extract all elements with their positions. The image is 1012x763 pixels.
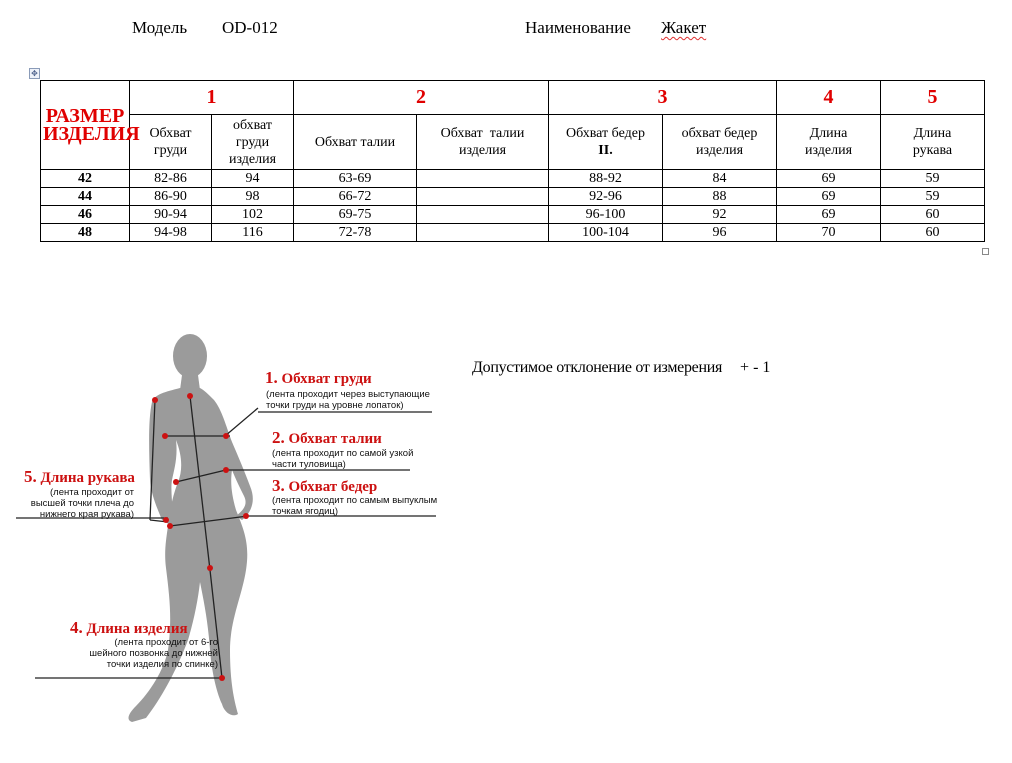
callout-title-text: Обхват талии	[288, 431, 382, 447]
col-chest	[130, 115, 212, 170]
table-cell: 92-96	[549, 188, 663, 206]
size-header-cell	[41, 81, 140, 170]
table-cell	[417, 188, 549, 206]
table-cell: 82-86	[130, 170, 212, 188]
table-cell: 92	[663, 206, 777, 224]
table-cell: 59	[881, 188, 985, 206]
tolerance-label: Допустимое отклонение от измерения	[472, 359, 723, 376]
desc-line: (лента проходит через выступающие	[266, 389, 430, 400]
table-cell: 60	[881, 206, 985, 224]
desc-line: (лента проходит от	[50, 487, 134, 498]
table-cell: 86-90	[130, 188, 212, 206]
callout-title-text: Обхват бедер	[288, 479, 378, 495]
table-cell: 70	[777, 224, 881, 242]
group-4: 4	[777, 81, 881, 115]
col-waist-garment	[417, 115, 549, 170]
col-hips	[549, 115, 663, 170]
col-text: изделия	[228, 151, 277, 167]
col-waist	[294, 115, 417, 170]
callout-num: 4.	[70, 618, 83, 637]
measurement-figure	[0, 320, 470, 730]
col-text: обхват бедер	[681, 126, 758, 141]
desc-line: (лента проходит по самой узкой	[272, 448, 414, 459]
col-hips-garment	[663, 115, 777, 170]
table-cell: 84	[663, 170, 777, 188]
table-move-handle-icon[interactable]: ✥	[29, 68, 40, 79]
callout-title-text: Длина изделия	[86, 621, 188, 637]
callout-length-desc	[40, 637, 218, 670]
table-row	[41, 206, 985, 224]
table-cell: 96	[663, 224, 777, 242]
size-cell: 42	[41, 170, 130, 188]
callout-title-text: Длина рукава	[40, 470, 135, 486]
callout-sleeve-title	[24, 467, 135, 487]
tolerance-value: + - 1	[740, 359, 771, 376]
table-cell: 69	[777, 188, 881, 206]
size-cell: 44	[41, 188, 130, 206]
table-row	[41, 224, 985, 242]
table-cell: 100-104	[549, 224, 663, 242]
callout-num: 1.	[265, 368, 278, 387]
col-text: II.	[598, 143, 613, 158]
tolerance-note	[472, 359, 770, 377]
table-cell: 94	[212, 170, 294, 188]
col-text: Длина	[809, 126, 848, 141]
desc-line: (лента проходит от 6-го	[114, 637, 218, 648]
size-cell: 46	[41, 206, 130, 224]
group-2: 2	[294, 81, 549, 115]
col-text: изделия	[458, 143, 507, 158]
desc-line: точки груди на уровне лопаток)	[266, 400, 404, 411]
size-header-line2: ИЗДЕЛИЯ	[43, 123, 140, 145]
callout-waist-desc	[272, 448, 413, 470]
col-text: Длина	[913, 126, 952, 141]
size-cell: 48	[41, 224, 130, 242]
table-cell: 63-69	[294, 170, 417, 188]
desc-line: части туловища)	[272, 459, 346, 470]
col-text: груди	[235, 134, 270, 150]
col-text: Обхват бедер	[566, 126, 645, 141]
table-resize-handle[interactable]	[982, 248, 989, 255]
group-header-row	[41, 81, 985, 115]
name-label: Наименование	[525, 18, 631, 37]
table-cell: 88-92	[549, 170, 663, 188]
table-cell: 116	[212, 224, 294, 242]
col-text: Обхват талии	[314, 134, 396, 150]
col-text: Обхват талии	[440, 126, 525, 141]
col-text: груди	[153, 143, 188, 158]
callout-num: 5.	[24, 467, 37, 486]
col-text: Обхват	[149, 126, 192, 141]
table-cell: 69	[777, 170, 881, 188]
col-text: изделия	[695, 143, 744, 158]
model-value: OD-012	[222, 18, 278, 37]
group-1: 1	[130, 81, 294, 115]
callout-chest-desc	[266, 389, 430, 411]
col-chest-garment	[212, 115, 294, 170]
table-row	[41, 170, 985, 188]
callout-title-text: Обхват груди	[281, 371, 372, 387]
col-text: рукава	[912, 143, 953, 158]
desc-line: высшей точки плеча до	[30, 498, 134, 509]
table-cell: 94-98	[130, 224, 212, 242]
desc-line: (лента проходит по самым выпуклым	[272, 495, 438, 506]
callout-num: 2.	[272, 428, 285, 447]
table-cell	[417, 170, 549, 188]
table-cell	[417, 206, 549, 224]
size-table	[40, 80, 985, 242]
table-cell: 88	[663, 188, 777, 206]
desc-line: нижнего края рукава)	[39, 509, 134, 520]
table-cell: 60	[881, 224, 985, 242]
col-text: изделия	[804, 143, 853, 158]
table-cell	[417, 224, 549, 242]
name-value: Жакет	[661, 18, 707, 37]
table-cell: 72-78	[294, 224, 417, 242]
group-3: 3	[549, 81, 777, 115]
col-text: обхват	[233, 117, 272, 133]
model-label: Модель	[132, 18, 188, 37]
callout-hips-title	[272, 476, 377, 496]
col-sleeve	[881, 115, 985, 170]
table-cell: 96-100	[549, 206, 663, 224]
callout-hips-desc	[272, 495, 437, 517]
table-cell: 69-75	[294, 206, 417, 224]
table-cell: 69	[777, 206, 881, 224]
callout-num: 3.	[272, 476, 285, 495]
desc-line: точкам ягодиц)	[272, 506, 339, 517]
desc-line: шейного позвонка до нижней	[89, 648, 218, 659]
table-cell: 66-72	[294, 188, 417, 206]
table-cell: 59	[881, 170, 985, 188]
callout-length-title	[70, 618, 188, 638]
table-cell: 98	[212, 188, 294, 206]
table-cell: 102	[212, 206, 294, 224]
col-length	[777, 115, 881, 170]
group-5: 5	[881, 81, 985, 115]
callout-sleeve-desc	[14, 487, 134, 520]
column-header-row	[41, 115, 985, 170]
table-row	[41, 188, 985, 206]
size-header-line1: РАЗМЕР	[45, 105, 125, 127]
callout-chest-title	[265, 368, 372, 388]
desc-line: точки изделия по спинке)	[106, 659, 218, 670]
table-cell: 90-94	[130, 206, 212, 224]
callout-waist-title	[272, 428, 382, 448]
